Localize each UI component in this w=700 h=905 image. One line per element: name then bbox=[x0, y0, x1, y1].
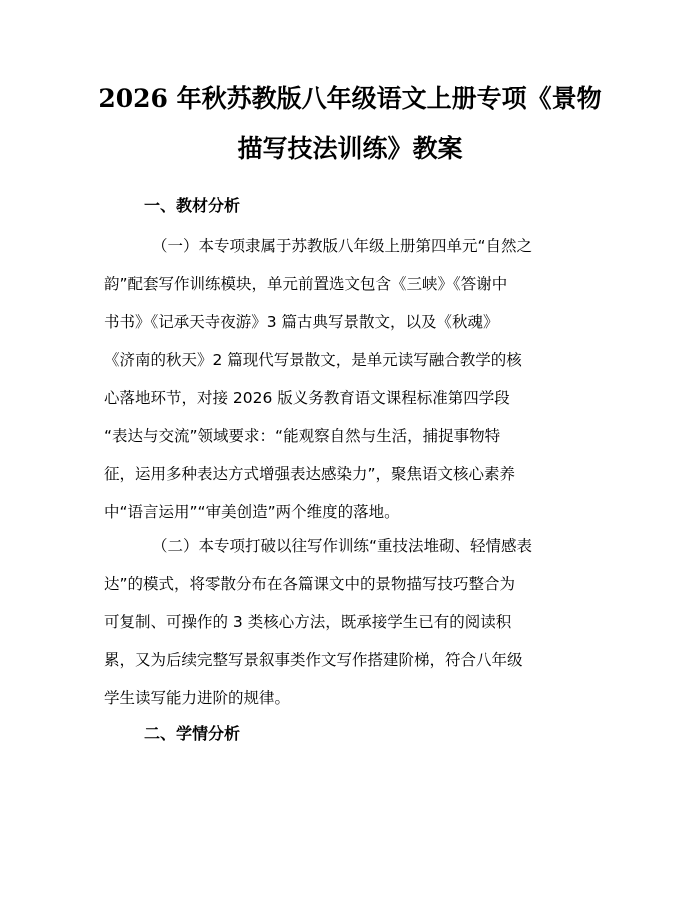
paragraph-line: （二）本专项打破以往写作训练“重技法堆砌、轻情感表 bbox=[152, 537, 533, 555]
paragraph-line: （一）本专项隶属于苏教版八年级上册第四单元“自然之 bbox=[152, 237, 533, 255]
paragraph-line: 征，运用多种表达方式增强表达感染力”，聚焦语文核心素养 bbox=[104, 465, 516, 483]
paragraph-line: 累，又为后续完整写景叙事类作文写作搭建阶梯，符合八年级 bbox=[104, 651, 523, 669]
paragraph-textbook-analysis-1 bbox=[104, 227, 604, 531]
paragraph-line: 中“语言运用”“审美创造”两个维度的落地。 bbox=[104, 503, 400, 521]
paragraph-line: “表达与交流”领域要求：“能观察自然与生活，捕捉事物特 bbox=[104, 427, 501, 445]
paragraph-line: 《济南的秋天》2 篇现代写景散文，是单元读写融合教学的核 bbox=[104, 351, 522, 369]
paragraph-line: 可复制、可操作的 3 类核心方法，既承接学生已有的阅读积 bbox=[104, 613, 512, 631]
section-heading-textbook-analysis: 一、教材分析 bbox=[144, 196, 241, 215]
paragraph-line: 达”的模式，将零散分布在各篇课文中的景物描写技巧整合为 bbox=[104, 575, 516, 593]
paragraph-textbook-analysis-2 bbox=[104, 527, 604, 717]
document-title-line-1: 2026 年秋苏教版八年级语文上册专项《景物 bbox=[98, 84, 602, 113]
paragraph-line: 心落地环节，对接 2026 版义务教育语文课程标准第四学段 bbox=[104, 389, 510, 407]
section-heading-student-analysis: 二、学情分析 bbox=[144, 724, 241, 743]
paragraph-line: 韵”配套写作训练模块，单元前置选文包含《三峡》《答谢中 bbox=[104, 275, 508, 293]
document-title-line-2: 描写技法训练》教案 bbox=[237, 134, 463, 163]
paragraph-line: 学生读写能力进阶的规律。 bbox=[104, 689, 291, 707]
paragraph-line: 书书》《记承天寺夜游》3 篇古典写景散文，以及《秋魂》 bbox=[104, 313, 499, 331]
